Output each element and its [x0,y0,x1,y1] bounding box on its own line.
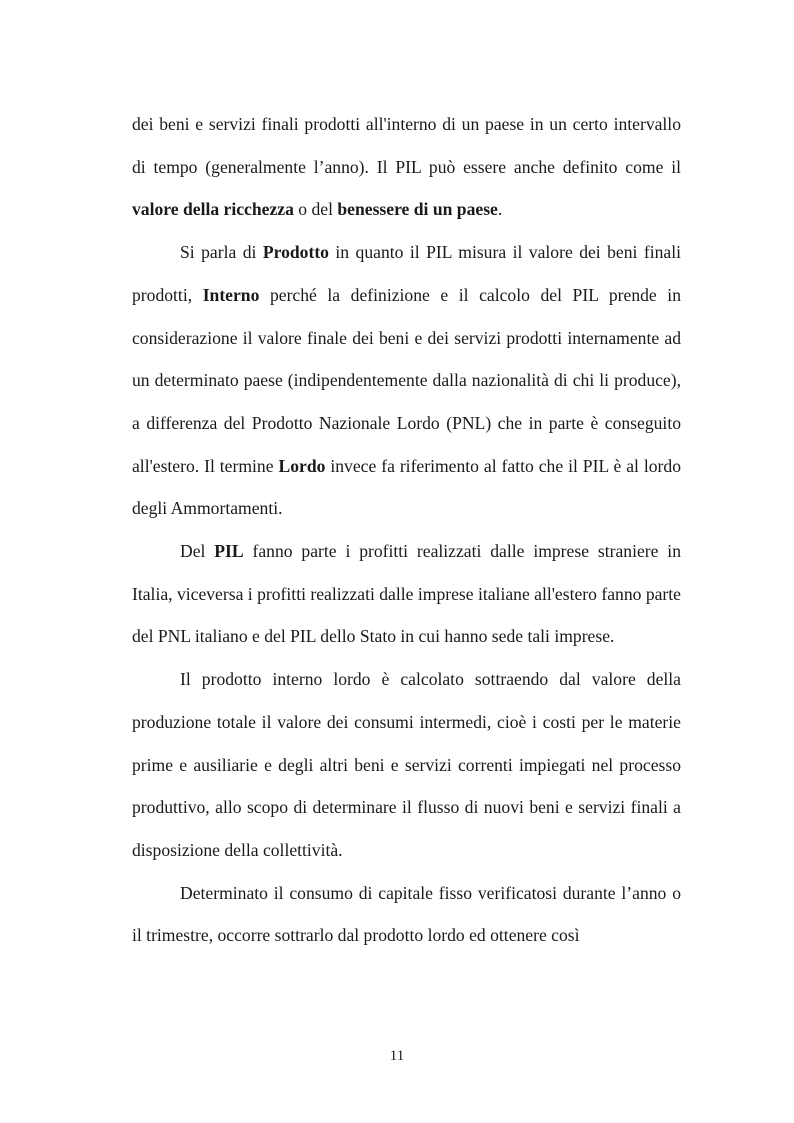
paragraph-1 [132,103,681,231]
page-number: 11 [389,1048,405,1064]
p3-text-2: fanno parte i profitti realizzati dalle imprese straniere in Italia, viceversa i profitti realizzati dalle imprese italiane all'estero fanno parte del PNL italiano e del PIL dello Stato in cui hanno sede tali imprese. [132,541,681,647]
paragraph-2 [132,231,681,530]
p1-text-1: dei beni e servizi finali prodotti all'interno di un paese in un certo intervallo di tempo (generalmente l’anno). Il PIL può essere anche definito come il [132,114,681,177]
paragraph-3 [132,530,681,658]
p2-text-4: invece fa riferimento al fatto che il PIL è al lordo degli Ammortamenti. [132,455,682,519]
p3-text-1: Del [180,541,215,562]
p1-bold-valore-ricchezza: valore della ricchezza [132,199,294,220]
p2-bold-prodotto: Prodotto [262,242,329,263]
p1-text-3: . [497,199,503,220]
p4-text-1: Il prodotto interno lordo è calcolato sottraendo dal valore della produzione totale il valore dei consumi intermedi, cioè i costi per le materie prime e ausiliarie e degli altri beni e servizi correnti impiegati nel processo produttivo, allo scopo di determinare il flusso di nuovi beni e servizi finali a disposizione della collettività. [132,669,681,860]
document-body [132,103,681,957]
p1-text-2: o del [293,199,338,220]
p2-text-1: Si parla di [180,242,263,263]
p5-text-1: Determinato il consumo di capitale fisso verificatosi durante l’anno o il trimestre, occorre sottrarlo dal prodotto lordo ed ottenere così [132,882,681,946]
p2-bold-lordo: Lordo [278,455,326,476]
p2-bold-interno: Interno [202,284,260,305]
p2-text-3: perché la definizione e il calcolo del PIL prende in considerazione il valore finale dei beni e dei servizi prodotti internamente ad un determinato paese (indipendentemente dalla nazionalità di chi li produce), a differenza del Prodotto Nazionale Lordo (PNL) che in parte è conseguito all'estero. Il termine [132,284,681,476]
p2-text-2: in quanto il PIL misura il valore dei beni finali prodotti, [132,242,681,305]
paragraph-5 [132,872,681,957]
p1-bold-benessere: benessere di un paese [337,199,498,220]
p3-bold-pil: PIL [214,541,244,562]
paragraph-4 [132,658,681,872]
